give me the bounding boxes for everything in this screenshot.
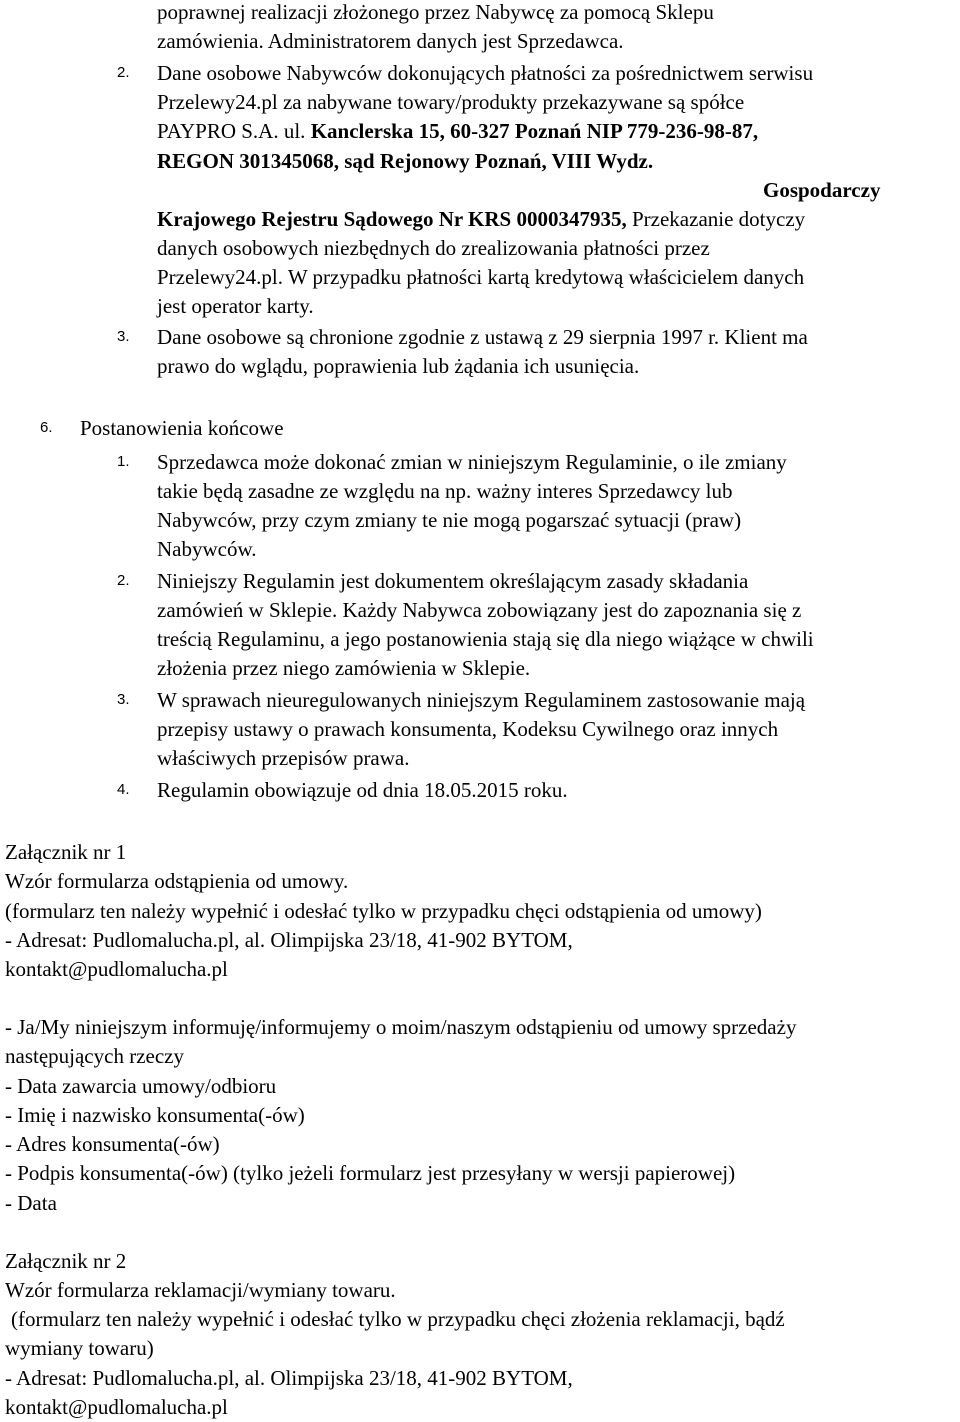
s5-item2-line6 [157, 204, 805, 234]
s5-item1-line1: poprawnej realizacji złożonego przez Nabywcę za pomocą Sklepu [157, 0, 714, 24]
s6-item2-line2: zamówień w Sklepie. Każdy Nabywca zobowiązany jest do zapoznania się z [157, 598, 802, 622]
s5-item2-number: 2. [117, 64, 130, 81]
annex1-body-line7: - Data [5, 1191, 57, 1215]
annex1-body-line4: - Imię i nazwisko konsumenta(-ów) [5, 1103, 305, 1127]
s5-item2-line4: REGON 301345068, sąd Rejonowy Poznań, VIII Wydz. [157, 149, 654, 173]
s5-item2-line2: Przelewy24.pl za nabywane towary/produkty przekazywane są spółce [157, 90, 745, 114]
annex2-subtitle: Wzór formularza reklamacji/wymiany towaru. [5, 1278, 396, 1302]
s5-item2-line5: Gospodarczy [763, 178, 881, 202]
s5-item2-line1: Dane osobowe Nabywców dokonujących płatności za pośrednictwem serwisu [157, 61, 814, 85]
transfer-note: Przekazanie dotyczy [626, 207, 806, 231]
annex2-email: kontakt@pudlomalucha.pl [5, 1395, 228, 1419]
s6-item1-line2: takie będą zasadne ze względu na np. ważny interes Sprzedawcy lub [157, 479, 733, 503]
annex1-addressee: - Adresat: Pudlomalucha.pl, al. Olimpijska 23/18, 41-902 BYTOM, [5, 928, 573, 952]
annex1-note: (formularz ten należy wypełnić i odesłać tylko w przypadku chęci odstąpienia od umowy) [5, 899, 762, 923]
s6-item2-line3: treścią Regulaminu, a jego postanowienia stają się dla niego wiążące w chwili [157, 627, 814, 651]
s5-item2-line3 [157, 116, 758, 146]
s5-item1-line2: zamówienia. Administratorem danych jest Sprzedawca. [157, 29, 624, 53]
krs-number: Krajowego Rejestru Sądowego Nr KRS 0000347935, [157, 207, 627, 231]
annex2-title: Załącznik nr 2 [5, 1249, 127, 1273]
s5-item3-number: 3. [117, 328, 130, 345]
s6-item4-number: 4. [117, 781, 130, 798]
s5-item3-line2: prawo do wglądu, poprawienia lub żądania ich usunięcia. [157, 354, 640, 378]
s6-item2-line1: Niniejszy Regulamin jest dokumentem określającym zasady składania [157, 569, 749, 593]
s6-item2-number: 2. [117, 572, 130, 589]
s6-item3-line2: przepisy ustawy o prawach konsumenta, Kodeksu Cywilnego oraz innych [157, 717, 779, 741]
s6-item3-line3: właściwych przepisów prawa. [157, 746, 410, 770]
s5-item2-line9: jest operator karty. [157, 294, 314, 318]
annex1-body-line6: - Podpis konsumenta(-ów) (tylko jeżeli formularz jest przesyłany w wersji papierowej) [5, 1161, 736, 1185]
s6-item1-line4: Nabywców. [157, 537, 257, 561]
annex2-addressee: - Adresat: Pudlomalucha.pl, al. Olimpijska 23/18, 41-902 BYTOM, [5, 1366, 573, 1390]
s6-title: Postanowienia końcowe [80, 416, 284, 440]
annex2-note-line1: (formularz ten należy wypełnić i odesłać tylko w przypadku chęci złożenia reklamacji, bądź [11, 1307, 785, 1331]
annex1-body-line2: następujących rzeczy [5, 1044, 184, 1068]
s6-number: 6. [40, 419, 53, 436]
s6-item1-line1: Sprzedawca może dokonać zmian w niniejszym Regulaminie, o ile zmiany [157, 450, 787, 474]
s6-item3-number: 3. [117, 691, 130, 708]
annex1-title: Załącznik nr 1 [5, 840, 127, 864]
s5-item2-line8: Przelewy24.pl. W przypadku płatności kartą kredytową właścicielem danych [157, 265, 805, 289]
s5-item2-line7: danych osobowych niezbędnych do zrealizowania płatności przez [157, 236, 710, 260]
s6-item1-line3: Nabywców, przy czym zmiany te nie mogą pogarszać sytuacji (praw) [157, 508, 742, 532]
annex1-subtitle: Wzór formularza odstąpienia od umowy. [5, 869, 349, 893]
s6-item2-line4: złożenia przez niego zamówienia w Sklepie. [157, 656, 531, 680]
annex1-body-line1: - Ja/My niniejszym informuję/informujemy o moim/naszym odstąpieniu od umowy sprzedaży [5, 1015, 797, 1039]
annex1-body-line3: - Data zawarcia umowy/odbioru [5, 1074, 277, 1098]
annex1-email: kontakt@pudlomalucha.pl [5, 957, 228, 981]
paypro-address: Kanclerska 15, 60-327 Poznań NIP 779-236-98-87, [305, 119, 759, 143]
annex1-body-line5: - Adres konsumenta(-ów) [5, 1132, 220, 1156]
s6-item1-number: 1. [117, 453, 130, 470]
annex2-note-line2: wymiany towaru) [5, 1336, 154, 1360]
s6-item4-line1: Regulamin obowiązuje od dnia 18.05.2015 roku. [157, 778, 568, 802]
paypro-name: PAYPRO S.A. ul. [157, 119, 306, 143]
s5-item3-line1: Dane osobowe są chronione zgodnie z ustawą z 29 sierpnia 1997 r. Klient ma [157, 325, 808, 349]
s6-item3-line1: W sprawach nieuregulowanych niniejszym Regulaminem zastosowanie mają [157, 688, 806, 712]
